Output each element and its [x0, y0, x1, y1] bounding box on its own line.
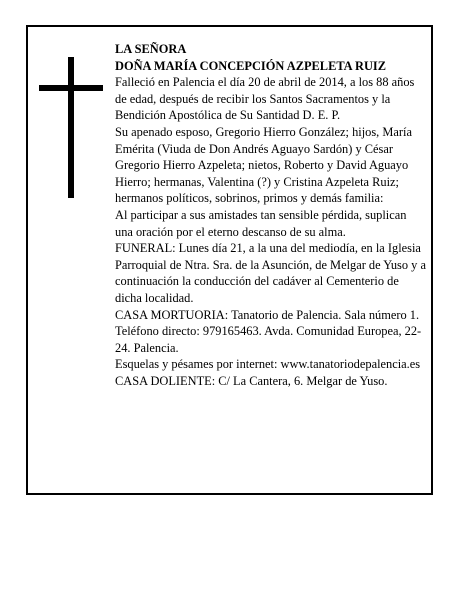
- notice-title: LA SEÑORA: [115, 42, 187, 56]
- request-paragraph: Al participar a sus amistades tan sensible pérdida, suplican una oración por el eterno descanso de su alma.: [115, 207, 407, 239]
- family-paragraph: Su apenado esposo, Gregorio Hierro González; hijos, María Emérita (Viuda de Don Andrés Aguayo Sardón) y César Gregorio Hierro Azpeleta; nietos, Roberto y David Aguayo Hierro; hermanas, Valentina (?) y Cristina Azpeleta Ruiz; hermanos políticos, sobrinos, primos y demás familia:: [115, 124, 412, 206]
- obituary-notice: [26, 25, 433, 495]
- condolences-paragraph: Esquelas y pésames por internet: www.tanatoriodepalencia.es: [115, 357, 421, 372]
- death-paragraph: Falleció en Palencia el día 20 de abril de 2014, a los 88 años de edad, después de recibir los Santos Sacramentos y la Bendición Apostólica de Su Santidad D. E. P.: [115, 75, 415, 123]
- grieving-home-paragraph: CASA DOLIENTE: C/ La Cantera, 6. Melgar de Yuso.: [115, 373, 388, 388]
- funeral-paragraph: FUNERAL: Lunes día 21, a la una del mediodía, en la Iglesia Parroquial de Ntra. Sra. de la Asunción, de Melgar de Yuso y a continuación la conducción del cadáver al Cementerio de dicha localidad.: [115, 241, 426, 305]
- obituary-text: [115, 41, 427, 389]
- cross-horizontal-bar: [39, 85, 103, 91]
- cross-vertical-bar: [68, 57, 74, 198]
- mortuary-paragraph: CASA MORTUORIA: Tanatorio de Palencia. Sala número 1. Teléfono directo: 979165463. Avda. Comunidad Europea, 22-24. Palencia.: [115, 307, 422, 355]
- deceased-name: DOÑA MARÍA CONCEPCIÓN AZPELETA RUIZ: [115, 58, 387, 73]
